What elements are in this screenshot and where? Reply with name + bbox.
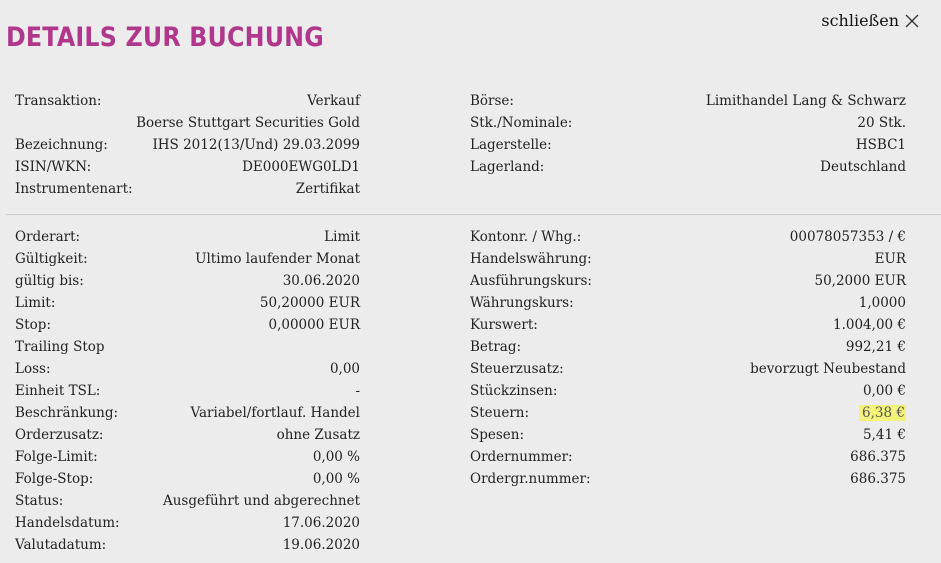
beschraenkung-value: Variabel/fortlauf. Handel — [190, 405, 360, 421]
ordernummer-label: Ordernummer: — [470, 449, 573, 465]
close-button[interactable] — [821, 11, 919, 30]
ausfuehrungskurs-label: Ausführungskurs: — [470, 273, 592, 289]
waehrungskurs-value: 1,0000 — [858, 295, 906, 311]
kurswert-value: 1.004,00 € — [833, 317, 906, 333]
steuerzusatz-value: bevorzugt Neubestand — [750, 361, 906, 377]
transaction-details — [15, 90, 360, 200]
stk-label: Stk./Nominale: — [470, 115, 573, 131]
lagerland-value: Deutschland — [820, 159, 906, 175]
row-valutadatum — [15, 534, 360, 556]
orderzusatz-value: ohne Zusatz — [276, 427, 360, 443]
gueltig-bis-label: gültig bis: — [15, 273, 84, 289]
row-folge-stop — [15, 468, 360, 490]
ordernummer-value: 686.375 — [850, 449, 906, 465]
close-icon[interactable] — [905, 14, 919, 28]
valutadatum-label: Valutadatum: — [15, 537, 107, 553]
row-trailing-stop — [15, 336, 360, 380]
bezeichnung-value-line2: IHS 2012(13/Und) 29.03.2099 — [152, 137, 360, 153]
kurswert-label: Kurswert: — [470, 317, 538, 333]
betrag-value: 992,21 € — [845, 339, 906, 355]
row-steuern — [470, 402, 906, 424]
page-title: DETAILS ZUR BUCHUNG — [6, 22, 324, 53]
folge-limit-value: 0,00 % — [312, 449, 360, 465]
spesen-label: Spesen: — [470, 427, 525, 443]
gueltigkeit-value: Ultimo laufender Monat — [195, 251, 360, 267]
row-isin — [15, 156, 360, 178]
row-stop — [15, 314, 360, 336]
bezeichnung-value-line1: Boerse Stuttgart Securities Gold — [136, 115, 360, 131]
stop-value: 0,00000 EUR — [268, 317, 360, 333]
orderart-value: Limit — [324, 229, 360, 245]
row-orderzusatz — [15, 424, 360, 446]
row-ordernummer — [470, 446, 906, 468]
betrag-label: Betrag: — [470, 339, 522, 355]
isin-value: DE000EWG0LD1 — [242, 159, 360, 175]
steuern-highlight: 6,38 € — [859, 405, 906, 421]
lagerland-label: Lagerland: — [470, 159, 545, 175]
steuern-label: Steuern: — [470, 405, 530, 421]
row-stk — [470, 112, 906, 134]
einheit-tsl-value: - — [355, 383, 360, 399]
boerse-label: Börse: — [470, 93, 514, 109]
stueckzinsen-value: 0,00 € — [863, 383, 906, 399]
row-instrumentenart — [15, 178, 360, 200]
row-boerse — [470, 90, 906, 112]
row-einheit-tsl — [15, 380, 360, 402]
row-gueltigkeit — [15, 248, 360, 270]
gueltigkeit-label: Gültigkeit: — [15, 251, 88, 267]
bezeichnung-label: Bezeichnung: — [15, 137, 108, 153]
orderart-label: Orderart: — [15, 229, 81, 245]
row-transaktion — [15, 90, 360, 112]
row-waehrungskurs — [470, 292, 906, 314]
row-lagerland — [470, 156, 906, 178]
limit-label: Limit: — [15, 295, 56, 311]
spesen-value: 5,41 € — [863, 427, 906, 443]
stop-label: Stop: — [15, 317, 51, 333]
lagerstelle-label: Lagerstelle: — [470, 137, 552, 153]
ordergr-label: Ordergr.nummer: — [470, 471, 591, 487]
transaktion-value: Verkauf — [307, 93, 360, 109]
transaktion-label: Transaktion: — [15, 93, 102, 109]
row-kontonr — [470, 226, 906, 248]
ausfuehrungskurs-value: 50,2000 EUR — [814, 273, 906, 289]
trailing-stop-label-line2: Loss: — [15, 361, 51, 377]
row-betrag — [470, 336, 906, 358]
settlement-details — [470, 226, 906, 490]
row-ordergr — [470, 468, 906, 490]
handelsdatum-value: 17.06.2020 — [282, 515, 360, 531]
section-divider — [6, 214, 941, 215]
row-kurswert — [470, 314, 906, 336]
instrumentenart-value: Zertifikat — [295, 181, 360, 197]
bezeichnung-value — [136, 112, 360, 156]
row-status — [15, 490, 360, 512]
kontonr-value: 00078057353 / € — [789, 229, 906, 245]
row-folge-limit — [15, 446, 360, 468]
handelswaehrung-value: EUR — [874, 251, 906, 267]
limit-value: 50,20000 EUR — [259, 295, 360, 311]
row-spesen — [470, 424, 906, 446]
row-ausfuehrungskurs — [470, 270, 906, 292]
boerse-value: Limithandel Lang & Schwarz — [705, 93, 906, 109]
folge-stop-label: Folge-Stop: — [15, 471, 94, 487]
kontonr-label: Kontonr. / Whg.: — [470, 229, 582, 245]
gueltig-bis-value: 30.06.2020 — [282, 273, 360, 289]
status-label: Status: — [15, 493, 64, 509]
waehrungskurs-label: Währungskurs: — [470, 295, 574, 311]
trailing-stop-value: 0,00 — [329, 361, 360, 377]
row-beschraenkung — [15, 402, 360, 424]
row-steuerzusatz — [470, 358, 906, 380]
steuerzusatz-label: Steuerzusatz: — [470, 361, 564, 377]
ordergr-value: 686.375 — [850, 471, 906, 487]
row-limit — [15, 292, 360, 314]
isin-label: ISIN/WKN: — [15, 159, 92, 175]
valutadatum-value: 19.06.2020 — [282, 537, 360, 553]
stk-value: 20 Stk. — [857, 115, 906, 131]
trailing-stop-label-line1: Trailing Stop — [15, 339, 105, 355]
folge-limit-label: Folge-Limit: — [15, 449, 98, 465]
orderzusatz-label: Orderzusatz: — [15, 427, 104, 443]
order-details — [15, 226, 360, 556]
trailing-stop-label — [15, 336, 105, 380]
row-handelswaehrung — [470, 248, 906, 270]
instrumentenart-label: Instrumentenart: — [15, 181, 133, 197]
row-stueckzinsen — [470, 380, 906, 402]
lagerstelle-value: HSBC1 — [855, 137, 906, 153]
handelsdatum-label: Handelsdatum: — [15, 515, 120, 531]
steuern-value — [859, 402, 906, 424]
stueckzinsen-label: Stückzinsen: — [470, 383, 558, 399]
close-label: schließen — [821, 11, 899, 30]
status-value: Ausgeführt und abgerechnet — [162, 493, 360, 509]
folge-stop-value: 0,00 % — [312, 471, 360, 487]
row-lagerstelle — [470, 134, 906, 156]
einheit-tsl-label: Einheit TSL: — [15, 383, 101, 399]
beschraenkung-label: Beschränkung: — [15, 405, 119, 421]
row-handelsdatum — [15, 512, 360, 534]
row-bezeichnung — [15, 112, 360, 156]
market-details — [470, 90, 906, 178]
row-gueltig-bis — [15, 270, 360, 292]
handelswaehrung-label: Handelswährung: — [470, 251, 592, 267]
row-orderart — [15, 226, 360, 248]
